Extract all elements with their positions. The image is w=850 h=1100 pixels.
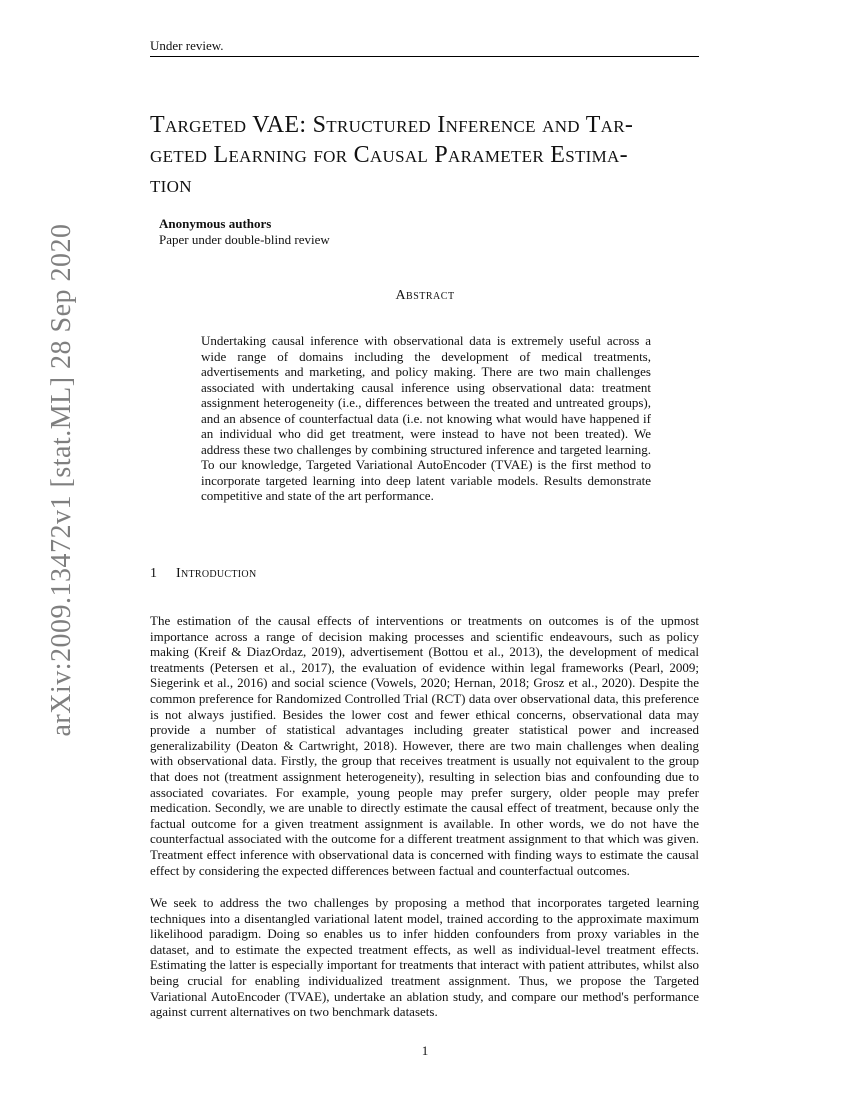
body-paragraph: The estimation of the causal effects of interventions or treatments on outcomes is of the upmost importance across a range of decision making processes and scientific endeavours, such as policy making (Kreif & DiazOrdaz, 2019), advertisement (Bottou et al., 2013), the development of medical treatments (Petersen et al., 2017), the evaluation of evidence within legal frameworks (Pearl, 2009; Siegerink et al., 2016) and social science (Vowels, 2020; Hernan, 2018; Grosz et al., 2020). Despite the common preference for Randomized Controlled Trial (RCT) data over observational data, this preference is not always justified. Besides the lower cost and fewer ethical concerns, observational data may provide a number of statistical advantages including greater statistical power and increased generalizability (Deaton & Cartwright, 2018). However, there are two main challenges when dealing with observational data. Firstly, the group that receives treatment is usually not equivalent to the group that does not (treatment assignment heterogeneity), resulting in selection bias and confounding due to associated covariates. For example, young people may prefer surgery, older people may prefer medication. Secondly, we are unable to directly estimate the causal effect of treatment, because only the factual outcome for a given treatment assignment is available. In other words, we do not have the counterfactual associated with the outcome for a different treatment assignment to that which was given. Treatment effect inference with observational data is concerned with finding ways to estimate the causal effect by considering the expected differences between factual and counterfactual outcomes. — [150, 613, 699, 878]
header-rule — [150, 56, 699, 57]
author-affiliation: Paper under double-blind review — [159, 232, 330, 247]
abstract-text: Undertaking causal inference with observational data is extremely useful across a wide range of domains including the development of medical treatments, advertisements and marketing, and policy making. There are two main challenges associated with undertaking causal inference using observational data: treatment assignment heterogeneity (i.e., differences between the treated and untreated groups), and an absence of counterfactual data (i.e. not knowing what would have happened if an individual who did get treatment, were instead to have not been treated). We address these two challenges by combining structured inference and targeted learning. To our knowledge, Targeted Variational AutoEncoder (TVAE) is the first method to incorporate targeted learning into deep latent variable models. Results demonstrate competitive and state of the art performance. — [201, 333, 651, 503]
title-line: geted Learning for Causal Parameter Estima- — [150, 142, 628, 168]
section-title: Introduction — [176, 566, 257, 581]
page-number: 1 — [421, 1043, 429, 1058]
author-names: Anonymous authors — [159, 216, 272, 231]
body-paragraph: We seek to address the two challenges by proposing a method that incorporates targeted learning techniques into a disentangled variational latent model, trained according to the approximate maximum likelihood paradigm. Doing so enables us to infer hidden confounders from proxy variables in the dataset, and to estimate the expected treatment effects, as well as individual-level treatment effects. Estimating the latter is especially important for treatments that interact with patient attributes, whilst also being crucial for enabling individualized treatment assignment. Thus, we propose the Targeted Variational AutoEncoder (TVAE), undertake an ablation study, and compare our method's performance against current alternatives on two benchmark datasets. — [150, 895, 699, 1020]
section-heading — [150, 566, 256, 582]
abstract-heading: Abstract — [395, 288, 455, 303]
paper-title — [150, 110, 702, 200]
title-line: tion — [150, 172, 192, 198]
author-block — [159, 216, 330, 248]
running-head: Under review. — [150, 38, 224, 53]
title-line: Targeted VAE: Structured Inference and Tar- — [150, 112, 634, 138]
section-number: 1 — [150, 566, 158, 581]
arxiv-identifier-stamp: arXiv:2009.13472v1 [stat.ML] 28 Sep 2020 — [46, 223, 77, 737]
